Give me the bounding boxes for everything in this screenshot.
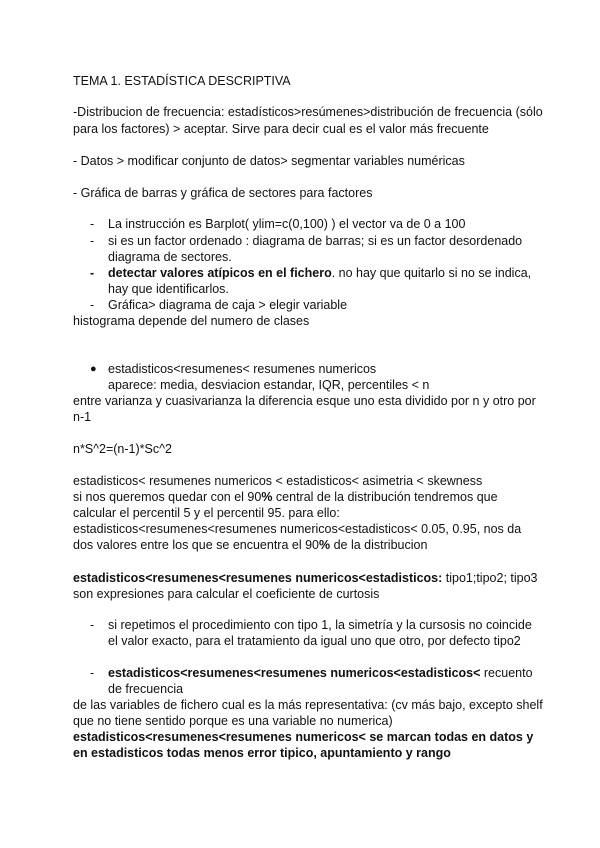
formula: n*S^2=(n-1)*Sc^2 xyxy=(73,442,172,456)
list-item-continuation: de frecuencia xyxy=(108,682,184,696)
paragraph-line: calcular el percentil 5 y el percentil 95. para ello: xyxy=(73,506,340,520)
paragraph-line: n-1 xyxy=(73,410,92,424)
paragraph-line: entre varianza y cuasivarianza la diferencia esque uno esta dividido por n y otro por xyxy=(73,394,536,408)
paragraph-line xyxy=(73,537,427,554)
text: tipo1;tipo2; tipo3 xyxy=(442,571,538,585)
paragraph-line: son expresiones para calcular el coeficiente de curtosis xyxy=(73,587,380,601)
text: central de la distribución tendremos que xyxy=(272,490,498,504)
bold-text: % xyxy=(261,490,273,504)
text: si nos queremos quedar con el 90 xyxy=(73,490,262,504)
bold-text: estadisticos<resumenes<resumenes numericos<estadisticos< xyxy=(108,666,481,680)
dot-bullet: ● xyxy=(90,363,97,375)
list-item-continuation: hay que identificarlos. xyxy=(108,282,229,296)
paragraph-line: estadisticos<resumenes<resumenes numericos<estadisticos< 0.05, 0.95, nos da xyxy=(73,522,522,536)
list-item: Gráfica> diagrama de caja > elegir variable xyxy=(108,298,348,312)
list-item: si es un factor ordenado : diagrama de barras; si es un factor desordenado xyxy=(108,234,523,248)
list-item: estadisticos<resumenes< resumenes numericos xyxy=(108,362,377,376)
dash-bullet: - xyxy=(90,217,95,231)
list-item: si repetimos el procedimiento con tipo 1, la simetría y la cursosis no coincide xyxy=(108,618,532,632)
dash-bullet: - xyxy=(90,298,95,312)
paragraph-line: estadisticos< resumenes numericos < estadisticos< asimetria < skewness xyxy=(73,474,483,488)
paragraph-line: -Distribucion de frecuencia: estadísticos>resúmenes>distribución de frecuencia (sólo xyxy=(73,105,543,119)
paragraph-line xyxy=(73,570,538,587)
paragraph-line: de las variables de fichero cual es la más representativa: (cv más bajo, excepto shelf xyxy=(73,698,543,712)
bold-text: detectar valores atípicos en el fichero xyxy=(108,266,332,280)
list-item: La instrucción es Barplot( ylim=c(0,100) ) el vector va de 0 a 100 xyxy=(108,217,466,231)
list-item-text: . no hay que quitarlo si no se indica, xyxy=(331,266,532,280)
bold-paragraph-line: en estadisticos todas menos error tipico, apuntamiento y rango xyxy=(73,746,451,760)
dash-bullet: - xyxy=(90,266,95,280)
paragraph-line: - Datos > modificar conjunto de datos> segmentar variables numéricas xyxy=(73,154,465,168)
paragraph-line xyxy=(73,489,498,506)
bold-text: estadisticos<resumenes<resumenes numericos<estadisticos: xyxy=(73,571,443,585)
dash-bullet: - xyxy=(90,234,95,248)
text: dos valores entre los que se encuentra el 90 xyxy=(73,538,319,552)
bold-text: % xyxy=(319,538,331,552)
list-item-continuation: diagrama de sectores. xyxy=(108,250,232,264)
list-item xyxy=(108,665,533,682)
text: recuento xyxy=(480,666,533,680)
paragraph-line: que no tiene sentido porque es una variable no numerica) xyxy=(73,714,393,728)
list-item xyxy=(108,265,531,282)
paragraph-line: histograma depende del numero de clases xyxy=(73,314,310,328)
paragraph-line: - Gráfica de barras y gráfica de sectores para factores xyxy=(73,186,373,200)
dash-bullet: - xyxy=(90,666,95,680)
bold-paragraph-line: estadisticos<resumenes<resumenes numericos< se marcan todas en datos y xyxy=(73,730,534,744)
text: de la distribucion xyxy=(330,538,428,552)
list-item-continuation: el valor exacto, para el tratamiento da igual uno que otro, por defecto tipo2 xyxy=(108,634,521,648)
dash-bullet: - xyxy=(90,618,95,632)
list-item-continuation: aparece: media, desviacion estandar, IQR, percentiles < n xyxy=(108,378,430,392)
page-title: TEMA 1. ESTADÍSTICA DESCRIPTIVA xyxy=(73,74,291,88)
paragraph-line: para los factores) > aceptar. Sirve para decir cual es el valor más frecuente xyxy=(73,122,489,136)
